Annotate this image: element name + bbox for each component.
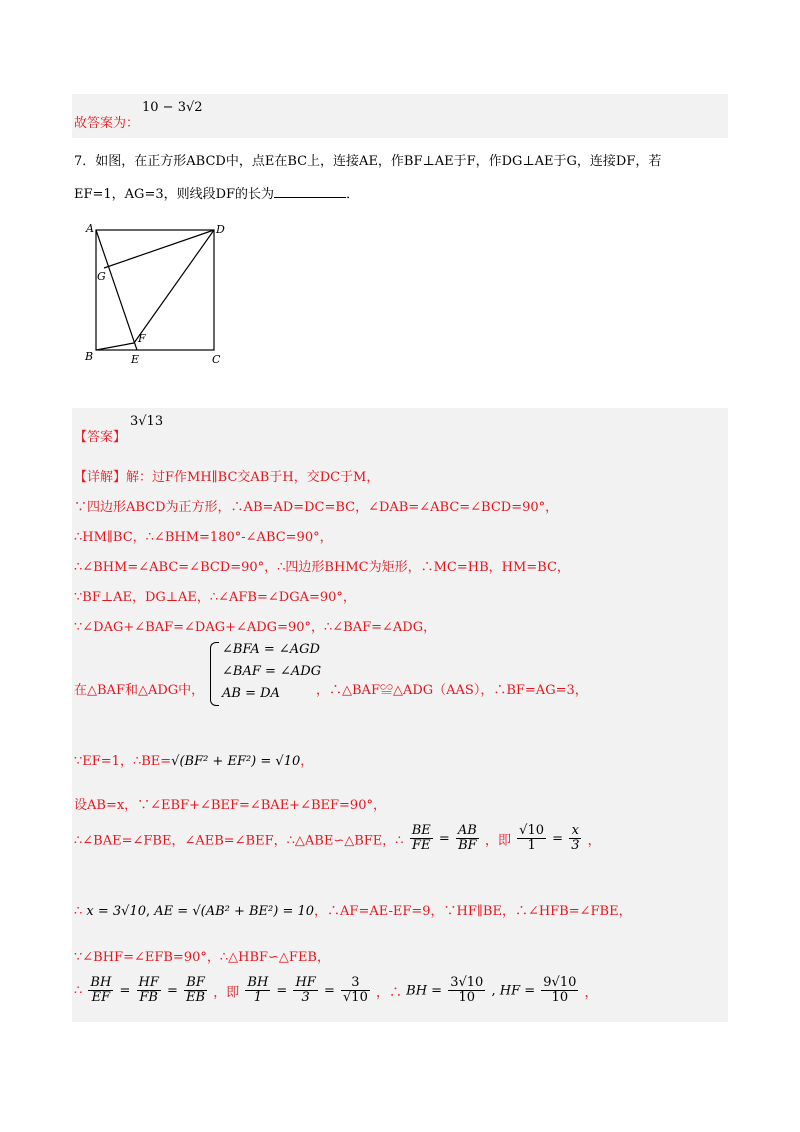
ae-value: AE = √(AB² + BE²) = 10 <box>154 904 315 919</box>
solution-line-12: ∵∠BHF=∠EFB=90°，∴△HBF∽△FEB， <box>74 950 330 965</box>
solution-line-9: 设AB=x，∵∠EBF+∠BEF=∠BAE+∠BEF=90°， <box>74 798 386 813</box>
solution-line-7-prefix: 在△BAF和△ADG中， <box>74 683 205 698</box>
hf-value: $\frac{9√10}{10}$ <box>543 975 577 1006</box>
line-10-end: ， <box>587 833 601 849</box>
answer-blank <box>274 185 346 198</box>
condition-1: ∠BFA = ∠AGD <box>222 642 320 657</box>
line-10-text: ∴∠BAE=∠FBE，∠AEB=∠BEF，∴△ABE∽△BFE，∴ <box>74 833 404 849</box>
ratio-ab-bf: $\frac{AB}{BF}$ <box>457 823 477 854</box>
solution-line-2: ∵四边形ABCD为正方形，∴AB=AD=DC=BC，∠DAB=∠ABC=∠BCD=90°， <box>74 500 559 515</box>
line-13-end: ， <box>584 985 598 1001</box>
solution-line-7-suffix: ，∴△BAF≌△ADG（AAS），∴BF=AG=3， <box>316 683 588 698</box>
be-formula: √(BF² + EF²) = √10 <box>171 754 301 769</box>
label-f: F <box>138 332 146 345</box>
label-d: D <box>216 223 225 236</box>
previous-answer-value: 10 − 3√2 <box>142 100 203 115</box>
line-13-mid2: ，∴ <box>375 985 402 1001</box>
solution-line-8 <box>74 750 313 769</box>
question-line-1: 7．如图，在正方形ABCD中，点E在BC上，连接AE，作BF⊥AE于F，作DG⊥AE于G，连接DF，若 <box>74 154 662 169</box>
ratio-3-sqrt10: $\frac{3}{√10}$ <box>343 975 368 1006</box>
solution-line-13: ∴ $\frac{BH}{EF}$ = $\frac{HF}{FB}$ = $\frac{BF}{EB}$ ，即 $\frac{BH}{1}$ = $\frac{HF}{3}$ = $\frac{3}{√10}$ ，∴ BH = $\frac{3√10}{10}$ , HF = $\frac{9√10}{10}$ ， <box>74 975 598 1006</box>
answer-label: 【答案】 <box>74 430 127 445</box>
label-e: E <box>131 353 140 366</box>
condition-3: AB = DA <box>222 686 280 701</box>
condition-2: ∠BAF = ∠ADG <box>222 664 322 679</box>
ratio-hf-3: $\frac{HF}{3}$ <box>295 975 316 1006</box>
x-value: x = 3√10 <box>86 904 147 919</box>
brace-icon <box>210 642 219 706</box>
line-8-text: ∵EF=1，∴BE= <box>74 754 172 769</box>
ratio-bh-ef: $\frac{BH}{EF}$ <box>90 975 112 1006</box>
label-c: C <box>212 353 221 366</box>
solution-line-10 <box>74 824 601 854</box>
segment-dg <box>104 230 214 268</box>
answer-value: 3√13 <box>130 414 164 429</box>
label-b: B <box>85 350 94 363</box>
line-8-end: ， <box>300 754 314 769</box>
question-line-2-end: ． <box>346 187 360 202</box>
solution-line-6: ∵∠DAG+∠BAF=∠DAG+∠ADG=90°，∴∠BAF=∠ADG， <box>74 620 437 635</box>
ratio-sqrt10-1: $\frac{√10}{1}$ <box>519 823 544 854</box>
line-10-mid: ，即 <box>485 833 512 849</box>
solution-line-4: ∴∠BHM=∠ABC=∠BCD=90°，∴四边形BHMC为矩形，∴MC=HB，HM=BC， <box>74 560 570 575</box>
solution-line-1: 【详解】解：过F作MH∥BC交AB于H，交DC于M， <box>74 470 380 485</box>
question-line-2-text: EF=1，AG=3，则线段DF的长为 <box>74 187 275 202</box>
ratio-be-fe: $\frac{BE}{FE}$ <box>411 823 431 854</box>
label-g: G <box>97 270 106 283</box>
ratio-bh-1: $\frac{BH}{1}$ <box>247 975 269 1006</box>
ratio-bf-eb: $\frac{BF}{EB}$ <box>186 975 206 1006</box>
ratio-x-3: $\frac{x}{3}$ <box>571 823 580 854</box>
geometry-figure <box>82 220 242 370</box>
line-13-therefore: ∴ <box>74 983 83 999</box>
equals-sign-2: = <box>552 831 564 847</box>
segment-ae <box>96 230 137 350</box>
ratio-hf-fb: $\frac{HF}{FB}$ <box>138 975 159 1006</box>
equals-sign: = <box>438 831 450 847</box>
solution-line-3: ∴HM∥BC，∴∠BHM=180°-∠ABC=90°， <box>74 530 333 545</box>
line-11-therefore: ∴ <box>74 904 83 919</box>
line-13-mid: ，即 <box>213 985 240 1001</box>
previous-answer-label: 故答案为： <box>74 116 140 131</box>
question-line-2 <box>74 183 359 202</box>
bh-value: $\frac{3√10}{10}$ <box>450 975 484 1006</box>
solution-line-11: ∴ x = 3√10, AE = √(AB² + BE²) = 10，∴AF=AE-EF=9，∵HF∥BE，∴∠HFB=∠FBE， <box>74 904 632 919</box>
label-a: A <box>86 222 94 235</box>
line-11-text: ∴AF=AE-EF=9，∵HF∥BE，∴∠HFB=∠FBE， <box>327 904 632 919</box>
segment-bf <box>96 343 134 350</box>
square-abcd <box>96 230 214 350</box>
solution-line-5: ∵BF⊥AE，DG⊥AE，∴∠AFB=∠DGA=90°， <box>74 590 356 605</box>
segment-df <box>134 230 214 343</box>
